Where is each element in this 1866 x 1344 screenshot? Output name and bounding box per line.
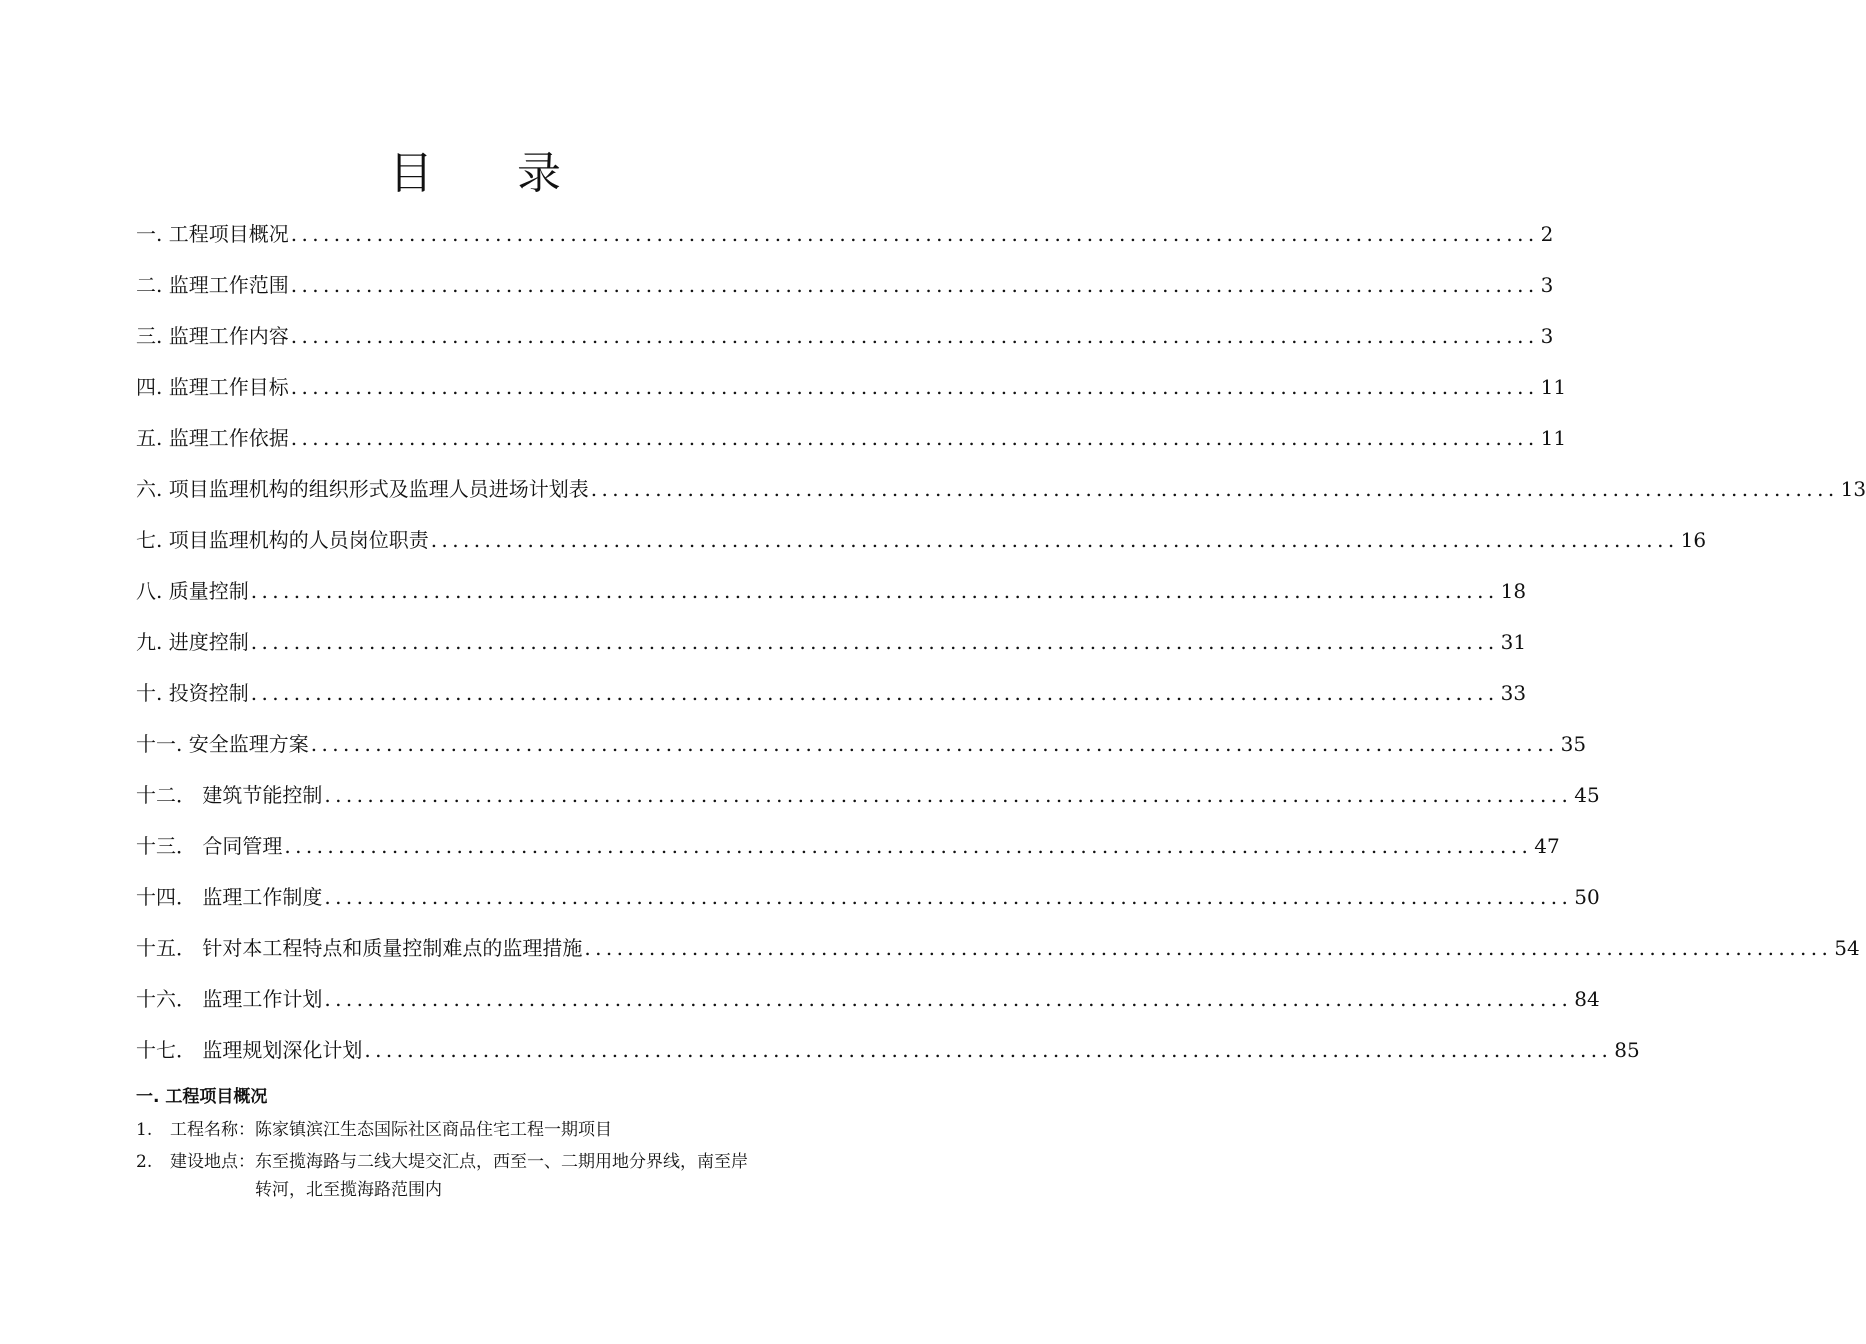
toc-entry-page: 16 [1680, 528, 1707, 552]
toc-entry-label: 十五． 针对本工程特点和质量控制难点的监理措施 [136, 936, 583, 960]
toc-entry[interactable] [136, 1034, 1640, 1085]
toc-entry-leader: .................................................................................................................... [290, 273, 1539, 297]
toc-title [0, 146, 950, 202]
toc-entry-leader: .................................................................................................................... [290, 375, 1539, 399]
toc-entry-label: 五. 监理工作依据 [136, 426, 289, 450]
list-item-value: 东至揽海路与二线大堤交汇点，西至一、二期用地分界线，南至岸 [255, 1152, 748, 1172]
toc-entry-page: 35 [1560, 732, 1587, 756]
toc-entry-page: 54 [1834, 936, 1860, 960]
toc-entry-label: 三. 监理工作内容 [136, 324, 289, 348]
list-item [136, 1116, 836, 1144]
list-item-number: 1. [136, 1120, 153, 1140]
toc-entry-page: 31 [1500, 630, 1527, 654]
section-heading: 一. 工程项目概况 [136, 1087, 268, 1107]
toc-entry-page: 18 [1500, 579, 1527, 603]
toc-entry[interactable] [136, 320, 1554, 371]
toc-entry-page: 84 [1574, 987, 1600, 1011]
toc-entry[interactable] [136, 983, 1600, 1034]
toc-entry[interactable] [136, 728, 1587, 779]
toc-entry-label: 十六． 监理工作计划 [136, 987, 323, 1011]
toc-entry-page: 85 [1614, 1038, 1640, 1062]
toc-list [136, 218, 1866, 1085]
toc-entry[interactable] [136, 371, 1567, 422]
list-item-number: 2. [136, 1152, 153, 1172]
toc-entry-leader: .................................................................................................................... [250, 681, 1499, 705]
toc-entry-leader: .................................................................................................................... [284, 834, 1533, 858]
toc-entry-leader: .................................................................................................................... [430, 528, 1679, 552]
toc-entry-page: 2 [1540, 222, 1554, 246]
toc-entry-leader: .................................................................................................................... [364, 1038, 1613, 1062]
toc-entry-page: 45 [1574, 783, 1600, 807]
toc-entry-label: 九. 进度控制 [136, 630, 249, 654]
toc-entry-label: 一. 工程项目概况 [136, 222, 289, 246]
list-item-body [170, 1148, 836, 1204]
toc-entry-page: 47 [1534, 834, 1560, 858]
toc-entry[interactable] [136, 524, 1707, 575]
toc-entry-page: 3 [1540, 273, 1554, 297]
toc-entry-label: 十七． 监理规划深化计划 [136, 1038, 363, 1062]
toc-entry-leader: .................................................................................................................... [250, 579, 1499, 603]
toc-entry-label: 六. 项目监理机构的组织形式及监理人员进场计划表 [136, 477, 589, 501]
toc-entry-label: 四. 监理工作目标 [136, 375, 289, 399]
toc-entry-leader: .................................................................................................................... [290, 426, 1539, 450]
toc-entry[interactable] [136, 575, 1527, 626]
toc-entry-leader: .................................................................................................................... [324, 783, 1573, 807]
toc-entry-leader: .................................................................................................................... [584, 936, 1833, 960]
toc-entry-label: 十一. 安全监理方案 [136, 732, 309, 756]
toc-entry-label: 十. 投资控制 [136, 681, 249, 705]
toc-entry-label: 八. 质量控制 [136, 579, 249, 603]
toc-entry-leader: .................................................................................................................... [290, 222, 1539, 246]
toc-entry[interactable] [136, 626, 1527, 677]
list-item-continuation [170, 1176, 836, 1204]
toc-entry-label: 二. 监理工作范围 [136, 273, 289, 297]
toc-entry-leader: .................................................................................................................... [290, 324, 1539, 348]
toc-entry-leader: .................................................................................................................... [324, 885, 1573, 909]
list-item-key: 工程名称： [170, 1120, 255, 1140]
list-item-value: 陈家镇滨江生态国际社区商品住宅工程一期项目 [255, 1120, 612, 1140]
toc-entry-page: 11 [1540, 426, 1567, 450]
toc-entry-label: 七. 项目监理机构的人员岗位职责 [136, 528, 429, 552]
toc-entry-label: 十二． 建筑节能控制 [136, 783, 323, 807]
toc-entry[interactable] [136, 677, 1527, 728]
toc-entry-leader: .................................................................................................................... [250, 630, 1499, 654]
toc-entry-leader: .................................................................................................................... [324, 987, 1573, 1011]
toc-entry-leader: .................................................................................................................... [590, 477, 1839, 501]
toc-entry[interactable] [136, 218, 1554, 269]
list-item [136, 1148, 836, 1204]
toc-title-char-2: 录 [517, 148, 561, 199]
list-item-value-continued: 转河，北至揽海路范围内 [255, 1180, 442, 1200]
list-item-body [170, 1116, 836, 1144]
toc-title-char-1: 目 [389, 148, 433, 199]
toc-entry[interactable] [136, 422, 1567, 473]
toc-entry[interactable] [136, 779, 1600, 830]
toc-entry-page: 33 [1500, 681, 1527, 705]
toc-entry-page: 13 [1840, 477, 1866, 501]
toc-entry[interactable] [136, 269, 1554, 320]
toc-entry[interactable] [136, 932, 1860, 983]
toc-entry-label: 十四． 监理工作制度 [136, 885, 323, 909]
toc-entry-page: 50 [1574, 885, 1600, 909]
toc-entry-label: 十三． 合同管理 [136, 834, 283, 858]
toc-entry-page: 11 [1540, 375, 1567, 399]
toc-entry-leader: .................................................................................................................... [310, 732, 1559, 756]
toc-entry[interactable] [136, 473, 1866, 524]
toc-entry[interactable] [136, 830, 1560, 881]
section-project-overview [136, 1084, 836, 1208]
toc-entry[interactable] [136, 881, 1600, 932]
toc-entry-page: 3 [1540, 324, 1554, 348]
list-item-key: 建设地点： [170, 1152, 255, 1172]
